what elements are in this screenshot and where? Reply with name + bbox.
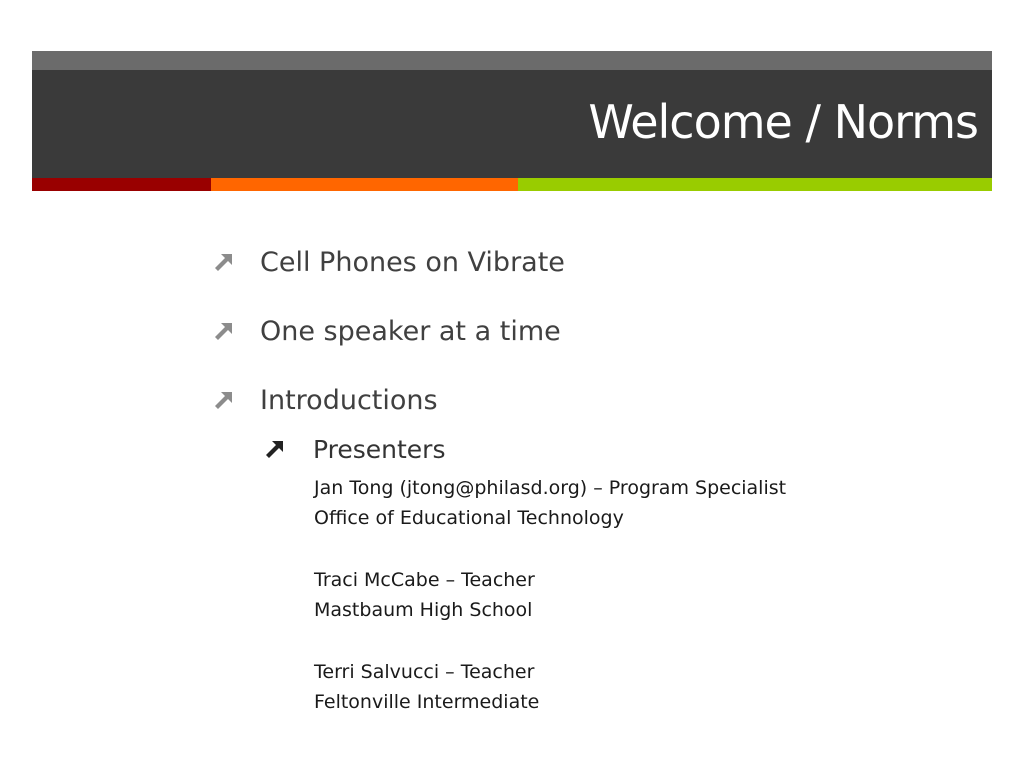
accent-bar-red [32,178,211,191]
presenter-line: Feltonville Intermediate [314,691,540,713]
bullet-text: Introductions [260,385,438,416]
arrow-up-right-icon [212,321,234,343]
bullet-item [212,385,438,416]
slide-title: Welcome / Norms [588,95,978,149]
presenter-line: Office of Educational Technology [314,507,624,529]
accent-bar-green [518,178,992,191]
arrow-up-right-icon [212,390,234,412]
arrow-up-right-icon [263,439,285,461]
title-top-strip [32,51,992,70]
bullet-text: One speaker at a time [260,316,561,347]
presenter-line: Terri Salvucci – Teacher [314,661,535,683]
accent-bar-orange [211,178,518,191]
presenter-line: Jan Tong (jtong@philasd.org) – Program Specialist [314,477,787,499]
presenter-line: Mastbaum High School [314,599,533,621]
presenter-line: Traci McCabe – Teacher [314,569,535,591]
sub-bullet-item [263,435,445,464]
bullet-item [212,247,565,278]
arrow-up-right-icon [212,252,234,274]
bullet-item [212,316,561,347]
bullet-text: Cell Phones on Vibrate [260,247,565,278]
sub-bullet-text: Presenters [313,435,446,464]
title-band [32,70,992,178]
